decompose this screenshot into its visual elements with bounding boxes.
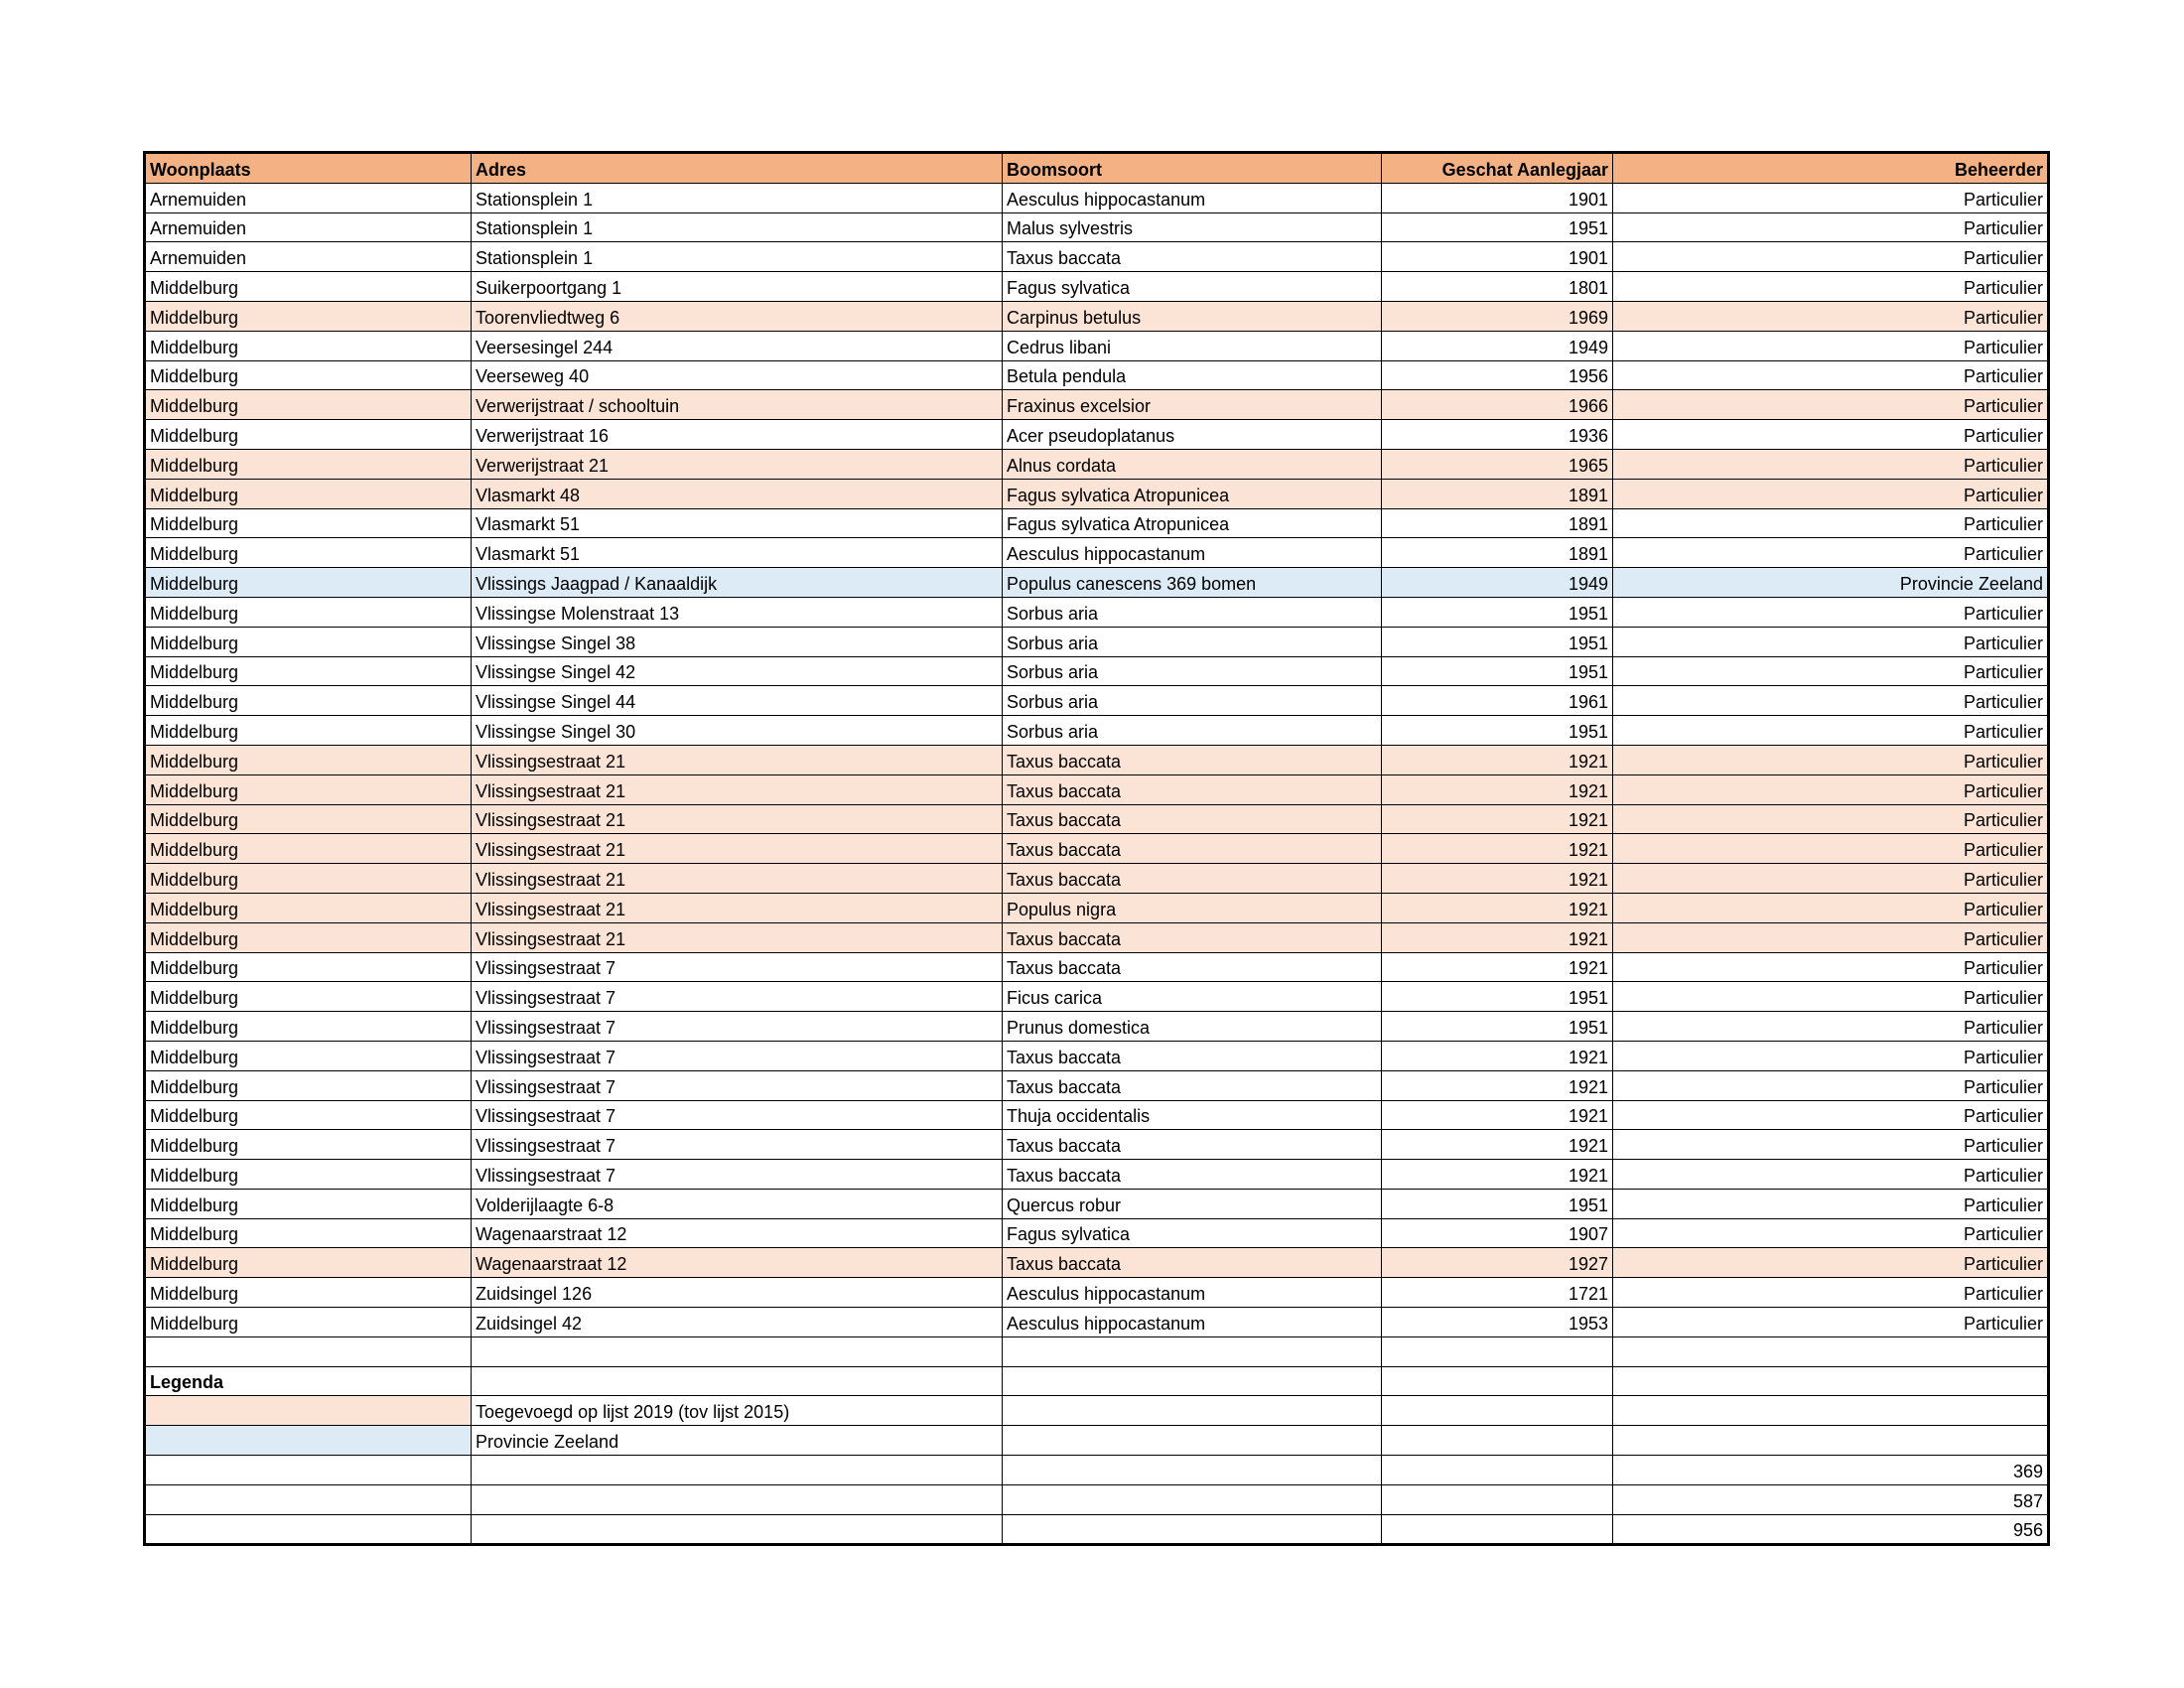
empty-cell[interactable] bbox=[145, 1514, 472, 1545]
empty-cell[interactable] bbox=[472, 1336, 1003, 1366]
legend-new-row bbox=[145, 1396, 2049, 1426]
cell-boomsoort[interactable]: Fagus sylvatica bbox=[1003, 272, 1382, 302]
cell-adres[interactable]: Stationsplein 1 bbox=[472, 212, 1003, 242]
table-row bbox=[145, 893, 2049, 922]
table-row bbox=[145, 538, 2049, 568]
table-row bbox=[145, 1041, 2049, 1070]
cell-adres[interactable]: Vlissingse Singel 42 bbox=[472, 656, 1003, 686]
cell-boomsoort[interactable]: Taxus baccata bbox=[1003, 745, 1382, 774]
cell-boomsoort[interactable]: Sorbus aria bbox=[1003, 597, 1382, 627]
cell-boomsoort[interactable]: Carpinus betulus bbox=[1003, 301, 1382, 331]
table-row bbox=[145, 922, 2049, 952]
header-beheerder[interactable]: Beheerder bbox=[1613, 153, 2049, 184]
empty-cell[interactable] bbox=[1613, 1396, 2049, 1426]
cell-aanlegjaar[interactable]: 1927 bbox=[1382, 1248, 1613, 1278]
cell-aanlegjaar[interactable]: 1949 bbox=[1382, 568, 1613, 598]
cell-adres[interactable]: Vlissings Jaagpad / Kanaaldijk bbox=[472, 568, 1003, 598]
header-boomsoort[interactable]: Boomsoort bbox=[1003, 153, 1382, 184]
cell-aanlegjaar[interactable]: 1921 bbox=[1382, 864, 1613, 894]
table-row bbox=[145, 568, 2049, 598]
cell-woonplaats[interactable]: Middelburg bbox=[145, 479, 472, 508]
legend-prov-row bbox=[145, 1426, 2049, 1456]
cell-boomsoort[interactable]: Taxus baccata bbox=[1003, 1041, 1382, 1070]
empty-cell[interactable] bbox=[1613, 1426, 2049, 1456]
table-row bbox=[145, 183, 2049, 212]
cell-aanlegjaar[interactable]: 1901 bbox=[1382, 183, 1613, 212]
cell-aanlegjaar[interactable]: 1936 bbox=[1382, 420, 1613, 450]
empty-cell[interactable] bbox=[1613, 1366, 2049, 1396]
cell-adres[interactable]: Vlissingse Singel 38 bbox=[472, 627, 1003, 656]
cell-adres[interactable]: Vlissingse Singel 44 bbox=[472, 686, 1003, 716]
cell-adres[interactable]: Vlissingsestraat 7 bbox=[472, 982, 1003, 1012]
cell-aanlegjaar[interactable]: 1721 bbox=[1382, 1278, 1613, 1308]
table-row bbox=[145, 745, 2049, 774]
cell-woonplaats[interactable]: Middelburg bbox=[145, 982, 472, 1012]
cell-beheerder[interactable]: Particulier bbox=[1613, 656, 2049, 686]
cell-beheerder[interactable]: Particulier bbox=[1613, 834, 2049, 864]
cell-boomsoort[interactable]: Fagus sylvatica bbox=[1003, 1218, 1382, 1248]
cell-boomsoort[interactable]: Fagus sylvatica Atropunicea bbox=[1003, 508, 1382, 538]
cell-aanlegjaar[interactable]: 1921 bbox=[1382, 1100, 1613, 1130]
total-value[interactable]: 956 bbox=[1613, 1514, 2049, 1545]
header-woonplaats[interactable]: Woonplaats bbox=[145, 153, 472, 184]
cell-boomsoort[interactable]: Sorbus aria bbox=[1003, 627, 1382, 656]
cell-adres[interactable]: Vlissingse Singel 30 bbox=[472, 716, 1003, 746]
table-row bbox=[145, 1012, 2049, 1042]
cell-adres[interactable]: Veerseweg 40 bbox=[472, 360, 1003, 390]
cell-adres[interactable]: Suikerpoortgang 1 bbox=[472, 272, 1003, 302]
table-row bbox=[145, 804, 2049, 834]
cell-boomsoort[interactable]: Taxus baccata bbox=[1003, 1130, 1382, 1160]
cell-boomsoort[interactable]: Prunus domestica bbox=[1003, 1012, 1382, 1042]
cell-aanlegjaar[interactable]: 1901 bbox=[1382, 242, 1613, 272]
cell-adres[interactable]: Vlissingsestraat 7 bbox=[472, 952, 1003, 982]
cell-beheerder[interactable]: Particulier bbox=[1613, 390, 2049, 420]
cell-boomsoort[interactable]: Ficus carica bbox=[1003, 982, 1382, 1012]
cell-boomsoort[interactable]: Sorbus aria bbox=[1003, 716, 1382, 746]
empty-cell[interactable] bbox=[1382, 1514, 1613, 1545]
cell-woonplaats[interactable]: Middelburg bbox=[145, 1100, 472, 1130]
cell-boomsoort[interactable]: Populus nigra bbox=[1003, 893, 1382, 922]
cell-aanlegjaar[interactable]: 1921 bbox=[1382, 1160, 1613, 1190]
cell-woonplaats[interactable]: Middelburg bbox=[145, 864, 472, 894]
cell-woonplaats[interactable]: Middelburg bbox=[145, 1189, 472, 1218]
cell-woonplaats[interactable]: Middelburg bbox=[145, 627, 472, 656]
cell-boomsoort[interactable]: Sorbus aria bbox=[1003, 686, 1382, 716]
table-row bbox=[145, 1070, 2049, 1100]
cell-beheerder[interactable]: Particulier bbox=[1613, 1189, 2049, 1218]
tree-register-table bbox=[143, 151, 2050, 1546]
table-row bbox=[145, 1248, 2049, 1278]
total-row bbox=[145, 1456, 2049, 1485]
cell-boomsoort[interactable]: Taxus baccata bbox=[1003, 1248, 1382, 1278]
empty-cell[interactable] bbox=[472, 1456, 1003, 1485]
cell-boomsoort[interactable]: Taxus baccata bbox=[1003, 1160, 1382, 1190]
cell-woonplaats[interactable]: Middelburg bbox=[145, 686, 472, 716]
cell-woonplaats[interactable]: Middelburg bbox=[145, 1278, 472, 1308]
cell-aanlegjaar[interactable]: 1969 bbox=[1382, 301, 1613, 331]
cell-aanlegjaar[interactable]: 1951 bbox=[1382, 212, 1613, 242]
cell-beheerder[interactable]: Particulier bbox=[1613, 1041, 2049, 1070]
table-row bbox=[145, 834, 2049, 864]
empty-cell[interactable] bbox=[1382, 1484, 1613, 1514]
cell-adres[interactable]: Vlissingsestraat 21 bbox=[472, 864, 1003, 894]
table-row bbox=[145, 390, 2049, 420]
cell-beheerder[interactable]: Particulier bbox=[1613, 745, 2049, 774]
table-row bbox=[145, 212, 2049, 242]
cell-woonplaats[interactable]: Middelburg bbox=[145, 922, 472, 952]
empty-cell[interactable] bbox=[472, 1484, 1003, 1514]
cell-boomsoort[interactable]: Taxus baccata bbox=[1003, 804, 1382, 834]
cell-boomsoort[interactable]: Aesculus hippocastanum bbox=[1003, 1278, 1382, 1308]
table-row bbox=[145, 952, 2049, 982]
cell-woonplaats[interactable]: Middelburg bbox=[145, 1160, 472, 1190]
cell-woonplaats[interactable]: Arnemuiden bbox=[145, 212, 472, 242]
cell-beheerder[interactable]: Particulier bbox=[1613, 1070, 2049, 1100]
total-value[interactable]: 369 bbox=[1613, 1456, 2049, 1485]
cell-beheerder[interactable]: Particulier bbox=[1613, 420, 2049, 450]
cell-beheerder[interactable]: Particulier bbox=[1613, 301, 2049, 331]
cell-beheerder[interactable]: Particulier bbox=[1613, 893, 2049, 922]
cell-beheerder[interactable]: Particulier bbox=[1613, 774, 2049, 804]
cell-beheerder[interactable]: Provincie Zeeland bbox=[1613, 568, 2049, 598]
table-row bbox=[145, 1308, 2049, 1337]
cell-woonplaats[interactable]: Middelburg bbox=[145, 834, 472, 864]
cell-adres[interactable]: Toorenvliedtweg 6 bbox=[472, 301, 1003, 331]
cell-aanlegjaar[interactable]: 1921 bbox=[1382, 893, 1613, 922]
cell-beheerder[interactable]: Particulier bbox=[1613, 183, 2049, 212]
cell-adres[interactable]: Vlissingsestraat 21 bbox=[472, 774, 1003, 804]
cell-woonplaats[interactable]: Middelburg bbox=[145, 331, 472, 360]
cell-adres[interactable]: Verwerijstraat 21 bbox=[472, 449, 1003, 479]
cell-woonplaats[interactable]: Middelburg bbox=[145, 893, 472, 922]
empty-cell[interactable] bbox=[1382, 1336, 1613, 1366]
cell-beheerder[interactable]: Particulier bbox=[1613, 242, 2049, 272]
table-row bbox=[145, 1189, 2049, 1218]
table-row bbox=[145, 331, 2049, 360]
cell-beheerder[interactable]: Particulier bbox=[1613, 508, 2049, 538]
cell-adres[interactable]: Veersesingel 244 bbox=[472, 331, 1003, 360]
cell-beheerder[interactable]: Particulier bbox=[1613, 686, 2049, 716]
cell-woonplaats[interactable]: Middelburg bbox=[145, 774, 472, 804]
cell-aanlegjaar[interactable]: 1891 bbox=[1382, 508, 1613, 538]
legend-swatch-provincie[interactable] bbox=[145, 1426, 472, 1456]
cell-adres[interactable]: Vlissingse Molenstraat 13 bbox=[472, 597, 1003, 627]
cell-woonplaats[interactable]: Middelburg bbox=[145, 449, 472, 479]
cell-beheerder[interactable]: Particulier bbox=[1613, 479, 2049, 508]
cell-boomsoort[interactable]: Sorbus aria bbox=[1003, 656, 1382, 686]
cell-woonplaats[interactable]: Middelburg bbox=[145, 745, 472, 774]
cell-aanlegjaar[interactable]: 1966 bbox=[1382, 390, 1613, 420]
empty-cell[interactable] bbox=[1003, 1514, 1382, 1545]
cell-beheerder[interactable]: Particulier bbox=[1613, 360, 2049, 390]
cell-boomsoort[interactable]: Alnus cordata bbox=[1003, 449, 1382, 479]
cell-adres[interactable]: Vlissingsestraat 7 bbox=[472, 1100, 1003, 1130]
cell-woonplaats[interactable]: Middelburg bbox=[145, 390, 472, 420]
legend-title[interactable]: Legenda bbox=[145, 1366, 472, 1396]
cell-aanlegjaar[interactable]: 1921 bbox=[1382, 952, 1613, 982]
cell-boomsoort[interactable]: Taxus baccata bbox=[1003, 952, 1382, 982]
cell-aanlegjaar[interactable]: 1921 bbox=[1382, 804, 1613, 834]
cell-beheerder[interactable]: Particulier bbox=[1613, 1130, 2049, 1160]
cell-adres[interactable]: Vlasmarkt 51 bbox=[472, 538, 1003, 568]
cell-woonplaats[interactable]: Middelburg bbox=[145, 1248, 472, 1278]
cell-beheerder[interactable]: Particulier bbox=[1613, 716, 2049, 746]
cell-beheerder[interactable]: Particulier bbox=[1613, 1012, 2049, 1042]
empty-cell[interactable] bbox=[1382, 1456, 1613, 1485]
cell-beheerder[interactable]: Particulier bbox=[1613, 627, 2049, 656]
empty-cell[interactable] bbox=[1003, 1366, 1382, 1396]
cell-woonplaats[interactable]: Middelburg bbox=[145, 301, 472, 331]
cell-adres[interactable]: Vlissingsestraat 21 bbox=[472, 804, 1003, 834]
cell-beheerder[interactable]: Particulier bbox=[1613, 449, 2049, 479]
table-row bbox=[145, 360, 2049, 390]
cell-woonplaats[interactable]: Middelburg bbox=[145, 1308, 472, 1337]
empty-cell[interactable] bbox=[145, 1456, 472, 1485]
cell-adres[interactable]: Vlissingsestraat 7 bbox=[472, 1041, 1003, 1070]
header-aanlegjaar[interactable]: Geschat Aanlegjaar bbox=[1382, 153, 1613, 184]
empty-cell[interactable] bbox=[1003, 1484, 1382, 1514]
cell-aanlegjaar[interactable]: 1921 bbox=[1382, 1070, 1613, 1100]
cell-aanlegjaar[interactable]: 1921 bbox=[1382, 834, 1613, 864]
table-row bbox=[145, 597, 2049, 627]
cell-boomsoort[interactable]: Taxus baccata bbox=[1003, 864, 1382, 894]
cell-aanlegjaar[interactable]: 1951 bbox=[1382, 656, 1613, 686]
cell-adres[interactable]: Stationsplein 1 bbox=[472, 242, 1003, 272]
cell-woonplaats[interactable]: Middelburg bbox=[145, 597, 472, 627]
table-row bbox=[145, 449, 2049, 479]
legend-prov-label[interactable]: Provincie Zeeland bbox=[472, 1426, 1003, 1456]
cell-aanlegjaar[interactable]: 1951 bbox=[1382, 1189, 1613, 1218]
cell-beheerder[interactable]: Particulier bbox=[1613, 922, 2049, 952]
cell-adres[interactable]: Vlissingsestraat 7 bbox=[472, 1160, 1003, 1190]
cell-beheerder[interactable]: Particulier bbox=[1613, 538, 2049, 568]
cell-aanlegjaar[interactable]: 1921 bbox=[1382, 1041, 1613, 1070]
cell-woonplaats[interactable]: Middelburg bbox=[145, 1012, 472, 1042]
cell-boomsoort[interactable]: Aesculus hippocastanum bbox=[1003, 538, 1382, 568]
cell-boomsoort[interactable]: Taxus baccata bbox=[1003, 834, 1382, 864]
table-row bbox=[145, 982, 2049, 1012]
cell-beheerder[interactable]: Particulier bbox=[1613, 1100, 2049, 1130]
cell-adres[interactable]: Wagenaarstraat 12 bbox=[472, 1218, 1003, 1248]
table-row bbox=[145, 774, 2049, 804]
cell-aanlegjaar[interactable]: 1953 bbox=[1382, 1308, 1613, 1337]
cell-adres[interactable]: Volderijlaagte 6-8 bbox=[472, 1189, 1003, 1218]
cell-boomsoort[interactable]: Thuja occidentalis bbox=[1003, 1100, 1382, 1130]
cell-aanlegjaar[interactable]: 1891 bbox=[1382, 479, 1613, 508]
empty-cell[interactable] bbox=[1382, 1366, 1613, 1396]
cell-aanlegjaar[interactable]: 1965 bbox=[1382, 449, 1613, 479]
cell-aanlegjaar[interactable]: 1951 bbox=[1382, 627, 1613, 656]
cell-woonplaats[interactable]: Middelburg bbox=[145, 508, 472, 538]
cell-adres[interactable]: Vlissingsestraat 21 bbox=[472, 745, 1003, 774]
table-row bbox=[145, 1218, 2049, 1248]
cell-aanlegjaar[interactable]: 1951 bbox=[1382, 1012, 1613, 1042]
cell-aanlegjaar[interactable]: 1801 bbox=[1382, 272, 1613, 302]
header-adres[interactable]: Adres bbox=[472, 153, 1003, 184]
table-row bbox=[145, 1130, 2049, 1160]
cell-boomsoort[interactable]: Populus canescens 369 bomen bbox=[1003, 568, 1382, 598]
cell-beheerder[interactable]: Particulier bbox=[1613, 1160, 2049, 1190]
legend-swatch-new[interactable] bbox=[145, 1396, 472, 1426]
cell-aanlegjaar[interactable]: 1949 bbox=[1382, 331, 1613, 360]
cell-beheerder[interactable]: Particulier bbox=[1613, 864, 2049, 894]
table-row bbox=[145, 1100, 2049, 1130]
table-row bbox=[145, 272, 2049, 302]
cell-aanlegjaar[interactable]: 1921 bbox=[1382, 922, 1613, 952]
cell-adres[interactable]: Vlasmarkt 51 bbox=[472, 508, 1003, 538]
cell-beheerder[interactable]: Particulier bbox=[1613, 952, 2049, 982]
table-row bbox=[145, 479, 2049, 508]
table-row bbox=[145, 508, 2049, 538]
table-row bbox=[145, 242, 2049, 272]
table-row bbox=[145, 716, 2049, 746]
table-row bbox=[145, 1160, 2049, 1190]
cell-woonplaats[interactable]: Arnemuiden bbox=[145, 183, 472, 212]
cell-adres[interactable]: Vlissingsestraat 7 bbox=[472, 1130, 1003, 1160]
cell-aanlegjaar[interactable]: 1951 bbox=[1382, 716, 1613, 746]
header-row bbox=[145, 153, 2049, 184]
cell-aanlegjaar[interactable]: 1921 bbox=[1382, 1130, 1613, 1160]
empty-cell[interactable] bbox=[1003, 1426, 1382, 1456]
cell-boomsoort[interactable]: Cedrus libani bbox=[1003, 331, 1382, 360]
empty-cell[interactable] bbox=[145, 1336, 472, 1366]
total-value[interactable]: 587 bbox=[1613, 1484, 2049, 1514]
empty-cell[interactable] bbox=[472, 1366, 1003, 1396]
cell-boomsoort[interactable]: Quercus robur bbox=[1003, 1189, 1382, 1218]
empty-cell[interactable] bbox=[1382, 1396, 1613, 1426]
cell-adres[interactable]: Vlissingsestraat 7 bbox=[472, 1070, 1003, 1100]
cell-adres[interactable]: Zuidsingel 42 bbox=[472, 1308, 1003, 1337]
cell-boomsoort[interactable]: Betula pendula bbox=[1003, 360, 1382, 390]
cell-woonplaats[interactable]: Middelburg bbox=[145, 952, 472, 982]
cell-adres[interactable]: Verwerijstraat / schooltuin bbox=[472, 390, 1003, 420]
total-row bbox=[145, 1514, 2049, 1545]
empty-cell[interactable] bbox=[472, 1514, 1003, 1545]
cell-woonplaats[interactable]: Arnemuiden bbox=[145, 242, 472, 272]
cell-boomsoort[interactable]: Taxus baccata bbox=[1003, 774, 1382, 804]
cell-woonplaats[interactable]: Middelburg bbox=[145, 1130, 472, 1160]
cell-woonplaats[interactable]: Middelburg bbox=[145, 1218, 472, 1248]
cell-aanlegjaar[interactable]: 1907 bbox=[1382, 1218, 1613, 1248]
cell-woonplaats[interactable]: Middelburg bbox=[145, 568, 472, 598]
cell-adres[interactable]: Vlissingsestraat 21 bbox=[472, 922, 1003, 952]
cell-adres[interactable]: Zuidsingel 126 bbox=[472, 1278, 1003, 1308]
cell-boomsoort[interactable]: Malus sylvestris bbox=[1003, 212, 1382, 242]
table-row bbox=[145, 864, 2049, 894]
table-row bbox=[145, 656, 2049, 686]
cell-boomsoort[interactable]: Fraxinus excelsior bbox=[1003, 390, 1382, 420]
cell-adres[interactable]: Verwerijstraat 16 bbox=[472, 420, 1003, 450]
cell-woonplaats[interactable]: Middelburg bbox=[145, 656, 472, 686]
empty-cell[interactable] bbox=[1003, 1456, 1382, 1485]
legend-new-label[interactable]: Toegevoegd op lijst 2019 (tov lijst 2015) bbox=[472, 1396, 1003, 1426]
cell-adres[interactable]: Vlissingsestraat 21 bbox=[472, 834, 1003, 864]
cell-boomsoort[interactable]: Taxus baccata bbox=[1003, 922, 1382, 952]
legend-title-row bbox=[145, 1366, 2049, 1396]
cell-beheerder[interactable]: Particulier bbox=[1613, 272, 2049, 302]
cell-aanlegjaar[interactable]: 1951 bbox=[1382, 597, 1613, 627]
cell-woonplaats[interactable]: Middelburg bbox=[145, 1041, 472, 1070]
empty-cell[interactable] bbox=[1382, 1426, 1613, 1456]
table-row bbox=[145, 686, 2049, 716]
cell-aanlegjaar[interactable]: 1961 bbox=[1382, 686, 1613, 716]
cell-boomsoort[interactable]: Fagus sylvatica Atropunicea bbox=[1003, 479, 1382, 508]
cell-boomsoort[interactable]: Taxus baccata bbox=[1003, 1070, 1382, 1100]
table-row bbox=[145, 1278, 2049, 1308]
cell-adres[interactable]: Wagenaarstraat 12 bbox=[472, 1248, 1003, 1278]
cell-beheerder[interactable]: Particulier bbox=[1613, 1248, 2049, 1278]
table-row bbox=[145, 420, 2049, 450]
blank-row bbox=[145, 1336, 2049, 1366]
cell-aanlegjaar[interactable]: 1956 bbox=[1382, 360, 1613, 390]
empty-cell[interactable] bbox=[1003, 1336, 1382, 1366]
total-row bbox=[145, 1484, 2049, 1514]
cell-aanlegjaar[interactable]: 1921 bbox=[1382, 774, 1613, 804]
cell-beheerder[interactable]: Particulier bbox=[1613, 331, 2049, 360]
table-row bbox=[145, 301, 2049, 331]
empty-cell[interactable] bbox=[1613, 1336, 2049, 1366]
cell-woonplaats[interactable]: Middelburg bbox=[145, 1070, 472, 1100]
cell-beheerder[interactable]: Particulier bbox=[1613, 982, 2049, 1012]
cell-adres[interactable]: Stationsplein 1 bbox=[472, 183, 1003, 212]
cell-beheerder[interactable]: Particulier bbox=[1613, 597, 2049, 627]
cell-boomsoort[interactable]: Aesculus hippocastanum bbox=[1003, 183, 1382, 212]
cell-woonplaats[interactable]: Middelburg bbox=[145, 272, 472, 302]
cell-adres[interactable]: Vlasmarkt 48 bbox=[472, 479, 1003, 508]
cell-woonplaats[interactable]: Middelburg bbox=[145, 716, 472, 746]
cell-woonplaats[interactable]: Middelburg bbox=[145, 538, 472, 568]
cell-adres[interactable]: Vlissingsestraat 21 bbox=[472, 893, 1003, 922]
empty-cell[interactable] bbox=[145, 1484, 472, 1514]
cell-adres[interactable]: Vlissingsestraat 7 bbox=[472, 1012, 1003, 1042]
cell-beheerder[interactable]: Particulier bbox=[1613, 1308, 2049, 1337]
empty-cell[interactable] bbox=[1003, 1396, 1382, 1426]
cell-woonplaats[interactable]: Middelburg bbox=[145, 360, 472, 390]
cell-aanlegjaar[interactable]: 1921 bbox=[1382, 745, 1613, 774]
cell-beheerder[interactable]: Particulier bbox=[1613, 804, 2049, 834]
cell-boomsoort[interactable]: Taxus baccata bbox=[1003, 242, 1382, 272]
cell-boomsoort[interactable]: Acer pseudoplatanus bbox=[1003, 420, 1382, 450]
cell-woonplaats[interactable]: Middelburg bbox=[145, 804, 472, 834]
cell-aanlegjaar[interactable]: 1891 bbox=[1382, 538, 1613, 568]
cell-beheerder[interactable]: Particulier bbox=[1613, 1218, 2049, 1248]
cell-woonplaats[interactable]: Middelburg bbox=[145, 420, 472, 450]
cell-boomsoort[interactable]: Aesculus hippocastanum bbox=[1003, 1308, 1382, 1337]
cell-beheerder[interactable]: Particulier bbox=[1613, 212, 2049, 242]
cell-aanlegjaar[interactable]: 1951 bbox=[1382, 982, 1613, 1012]
table-row bbox=[145, 627, 2049, 656]
cell-beheerder[interactable]: Particulier bbox=[1613, 1278, 2049, 1308]
